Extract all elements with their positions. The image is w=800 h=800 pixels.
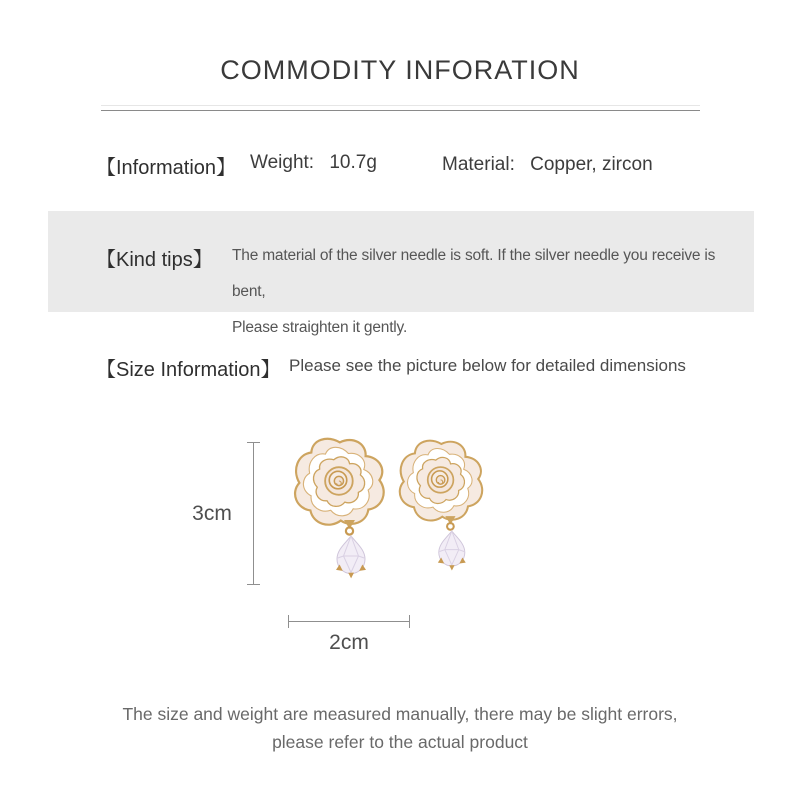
material-label: Material: (442, 154, 515, 175)
title-divider-light (101, 105, 700, 106)
kind-tips-label: 【Kind tips】 (96, 249, 213, 271)
kind-tips-line-1: The material of the silver needle is soft. If the silver needle you receive is bent, (232, 247, 716, 300)
width-measure-line (288, 615, 410, 628)
weight-value: 10.7g (329, 152, 377, 173)
measure-cap (247, 584, 260, 585)
measure-line (288, 621, 410, 622)
weight-label: Weight: (250, 152, 315, 173)
kind-tips-line-2: Please straighten it gently. (232, 319, 408, 336)
size-information-note: Please see the picture below for detailed dimensions (289, 356, 686, 375)
left-earring-illustration (291, 436, 391, 580)
information-section-label: 【Information】 (96, 157, 237, 179)
size-information-label: 【Size Information】 (96, 359, 281, 381)
measure-cap (409, 615, 410, 628)
height-dimension-label: 3cm (192, 502, 232, 525)
weight-field (250, 152, 377, 174)
material-value: Copper, zircon (530, 154, 653, 175)
disclaimer-line-2: please refer to the actual product (272, 731, 528, 752)
disclaimer-line-1: The size and weight are measured manually, there may be slight errors, (122, 704, 678, 724)
page-title: COMMODITY INFORATION (220, 55, 580, 85)
right-earring-illustration (396, 438, 489, 572)
material-field (442, 154, 653, 176)
kind-tips-text (232, 238, 752, 346)
title-divider (101, 110, 700, 111)
measure-line (253, 442, 254, 585)
width-dimension-label: 2cm (329, 631, 369, 654)
disclaimer (0, 701, 800, 756)
height-measure-line (247, 442, 260, 585)
